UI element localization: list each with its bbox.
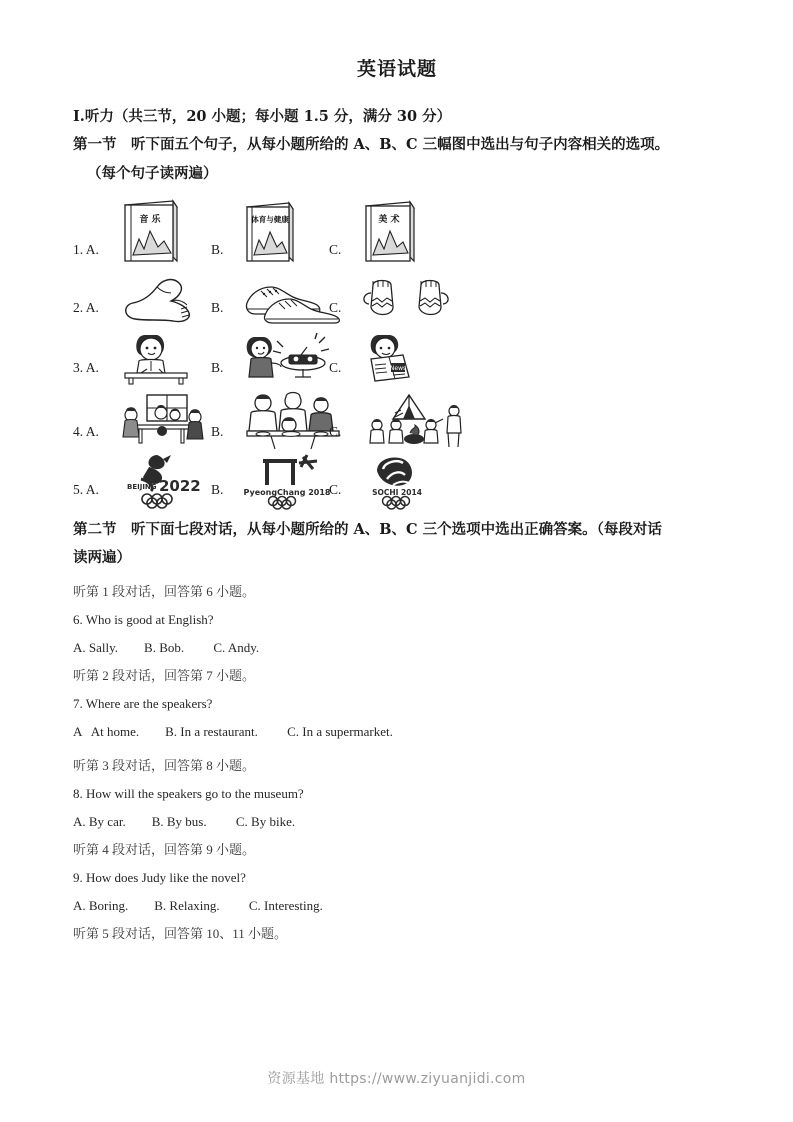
question-text-9: 9. How does Judy like the novel? [73, 869, 246, 885]
source-watermark: 资源基地 https://www.ziyuanjidi.com [267, 1071, 526, 1087]
question-number-3: 3. A. [73, 359, 99, 375]
pyeongchang-2018-olympic-logo-icon [241, 453, 337, 512]
option-1-b[interactable] [211, 198, 329, 272]
option-label-1-b: B. [211, 241, 224, 257]
question-number-2: 2. A. [73, 299, 99, 315]
svg-text:SOCHI 2014: SOCHI 2014 [372, 487, 422, 497]
svg-text:体育与健康: 体育与健康 [251, 214, 289, 224]
option-label-3-b: B. [211, 359, 224, 375]
music-textbook-icon [117, 197, 183, 272]
question-options-9[interactable]: A. Boring. B. Relaxing. C. Interesting. [73, 897, 323, 913]
listening-item-8 [73, 752, 721, 836]
listening-item-6 [73, 578, 721, 662]
listening-instruction-3: 听第 3 段对话，回答第 8 小题。 [73, 757, 256, 773]
listening-instruction-2: 听第 2 段对话，回答第 7 小题。 [73, 668, 256, 684]
section-two-heading-line2: 读两遍） [73, 549, 131, 567]
family-dining-table-icon [241, 391, 343, 454]
option-1-c[interactable] [329, 198, 421, 272]
boy-writing-at-desk-icon [117, 329, 199, 390]
boy-listening-to-radio-icon [241, 329, 337, 390]
listening-item-7 [73, 662, 721, 746]
question-options-6[interactable]: A. Sally. B. Bob. C. Andy. [73, 640, 260, 656]
question-text-8: 8. How will the speakers go to the museum? [73, 785, 304, 801]
option-2-b[interactable] [211, 274, 329, 330]
listening-instruction-5: 听第 5 段对话，回答第 10、11 小题。 [73, 925, 288, 941]
camping-tent-campfire-icon [359, 391, 471, 454]
sochi-2014-olympic-logo-icon [359, 453, 439, 512]
picture-question-row-1 [73, 198, 721, 272]
boy-reading-newspaper-icon [359, 329, 443, 390]
option-label-2-c: C. [329, 299, 342, 315]
option-label-4-c: C. [329, 423, 342, 439]
mittens-icon [359, 273, 455, 330]
option-5-b[interactable] [211, 456, 329, 512]
option-label-1-c: C. [329, 241, 342, 257]
option-1-a[interactable] [73, 198, 211, 272]
option-2-c[interactable] [329, 274, 455, 330]
question-text-7: 7. Where are the speakers? [73, 696, 213, 712]
svg-text:PyeongChang 2018: PyeongChang 2018 [243, 487, 331, 497]
option-4-c[interactable] [329, 392, 471, 454]
picture-questions-block [73, 198, 721, 512]
page-title: 英语试题 [356, 58, 437, 80]
newspaper-masthead: News [389, 364, 407, 372]
question-text-6: 6. Who is good at English? [73, 612, 214, 628]
option-4-a[interactable] [73, 392, 211, 454]
svg-text:美 术: 美 术 [378, 214, 400, 225]
listening-instruction-4: 听第 4 段对话，回答第 9 小题。 [73, 841, 256, 857]
pe-health-textbook-icon [241, 197, 301, 272]
option-4-b[interactable] [211, 392, 329, 454]
page-content [73, 54, 721, 948]
question-number-4: 4. A. [73, 423, 99, 439]
svg-text:BEIJING: BEIJING [127, 482, 157, 491]
listening-instruction-1: 听第 1 段对话，回答第 6 小题。 [73, 584, 256, 600]
option-3-a[interactable] [73, 332, 211, 390]
section-one-heading-line2: （每个句子读两遍） [87, 164, 218, 182]
option-5-c[interactable] [329, 456, 439, 512]
option-label-5-b: B. [211, 481, 224, 497]
svg-text:音 乐: 音 乐 [139, 214, 161, 225]
listening-part-heading: I.听力（共三节，20 小题；每小题 1.5 分，满分 30 分） [73, 108, 452, 125]
picture-question-row-3 [73, 332, 721, 390]
section-two-heading-line1: 第二节 听下面七段对话，从每小题所给的 A、B、C 三个选项中选出正确答案。（每段对话 [73, 520, 662, 538]
option-5-a[interactable] [73, 456, 211, 512]
listening-item-10-11 [73, 920, 721, 948]
art-textbook-icon [359, 197, 421, 272]
question-number-1: 1. A. [73, 241, 99, 257]
family-at-home-icon [117, 391, 207, 454]
section-one-heading-line1: 第一节 听下面五个句子，从每小题所给的 A、B、C 三幅图中选出与句子内容相关的选项。 [73, 136, 670, 154]
picture-question-row-2 [73, 274, 721, 330]
listening-item-9 [73, 836, 721, 920]
option-label-3-c: C. [329, 359, 342, 375]
picture-question-row-4 [73, 392, 721, 454]
option-3-c[interactable] [329, 332, 443, 390]
option-label-4-b: B. [211, 423, 224, 439]
question-number-5: 5. A. [73, 481, 99, 497]
question-options-8[interactable]: A. By car. B. By bus. C. By bike. [73, 813, 296, 829]
option-3-b[interactable] [211, 332, 329, 390]
svg-text:2022: 2022 [159, 476, 201, 495]
socks-icon [117, 273, 209, 330]
option-2-a[interactable] [73, 274, 211, 330]
beijing-2022-olympic-logo-icon [117, 453, 209, 512]
option-label-2-b: B. [211, 299, 224, 315]
picture-question-row-5 [73, 456, 721, 512]
option-label-5-c: C. [329, 481, 342, 497]
question-options-7[interactable]: A At home. B. In a restaurant. C. In a supermarket. [73, 724, 393, 740]
